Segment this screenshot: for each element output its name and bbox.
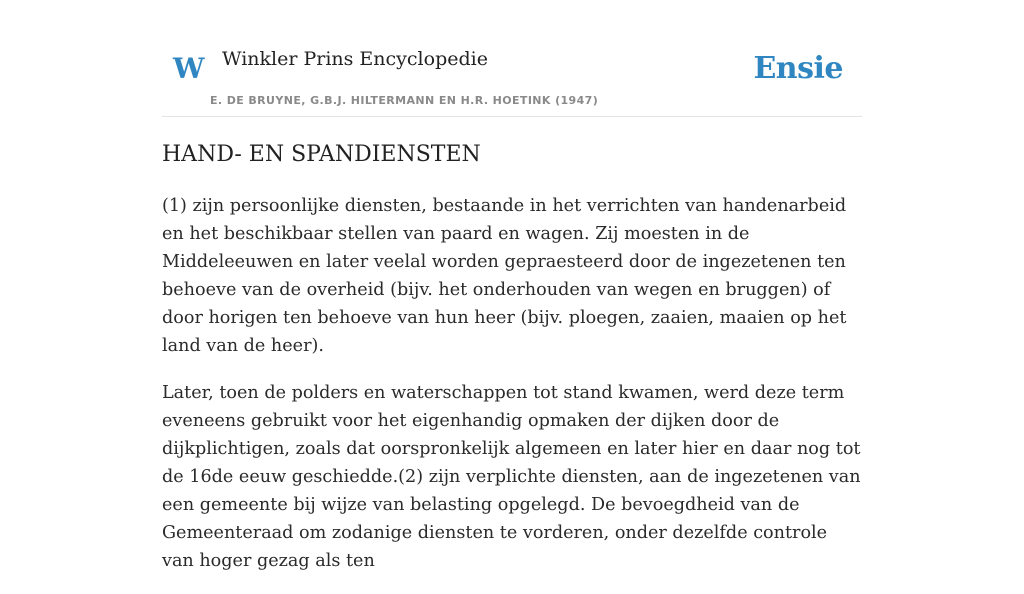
- article-paragraph: Later, toen de polders en waterschappen tot stand kwamen, werd deze term eveneens gebruikt voor het eigenhandig opmaken der dijken door de dijkplichtigen, zoals dat oorspronkelijk algemeen en later hier en daar nog tot de 16de eeuw geschiedde.(2) zijn verplichte diensten, aan de ingezetenen van een gemeente bij wijze van belasting opgelegd. De bevoegdheid van de Gemeenteraad om zodanige diensten te vorderen, onder dezelfde controle van hoger gezag als ten: [162, 383, 861, 571]
- source-header: [162, 40, 862, 117]
- article-body: [162, 192, 864, 594]
- ensie-logo[interactable]: Ensie: [753, 51, 843, 86]
- source-title[interactable]: Winkler Prins Encyclopedie: [222, 48, 488, 70]
- article-paragraph: (1) zijn persoonlijke diensten, bestaande in het verrichten van handenarbeid en het beschikbaar stellen van paard en wagen. Zij moesten in de Middeleeuwen en later veelal worden gepraesteerd door de ingezetenen ten behoeve van de overheid (bijv. het onderhouden van wegen en bruggen) of door horigen ten behoeve van hun heer (bijv. ploegen, zaaien, maaien op het land van de heer).: [162, 196, 847, 356]
- source-authors: E. DE BRUYNE, G.B.J. HILTERMANN EN H.R. HOETINK (1947): [210, 94, 599, 107]
- article-title: HAND- EN SPANDIENSTEN: [162, 142, 481, 167]
- winkler-prins-logo[interactable]: W: [173, 52, 205, 85]
